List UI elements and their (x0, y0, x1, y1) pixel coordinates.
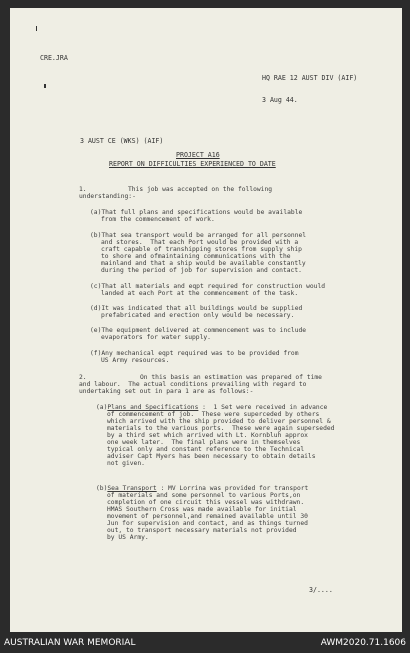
clause-d-line: prefabricated and erection only would be necessary. (101, 312, 295, 319)
section-b-line: of materials and some personnel to various Ports,on (107, 492, 301, 499)
clause-a-line: (a)That full plans and specifications would be available (90, 209, 303, 216)
section-a-line: which arrived with the ship provided to deliver personnel & (107, 418, 331, 425)
report-title: REPORT ON DIFFICULTIES EXPERIENCED TO DATE (109, 160, 276, 168)
recipient-unit: 3 AUST CE (WKS) (AIF) (80, 137, 164, 145)
para-text: On this basis an estimation was prepared of time (140, 374, 322, 381)
clause-f-line: US Army resources. (101, 357, 170, 364)
section-b-label: (b) (96, 485, 108, 492)
section-a-line: not given. (107, 460, 145, 467)
file-reference: CRE.JRA (40, 54, 68, 62)
pen-mark (36, 26, 37, 31)
section-b-line: out, to transport necessary materials not provided (107, 527, 297, 534)
section-a-line: by a third set which arrived with Lt. Kornbluh approx (107, 432, 308, 439)
letter-date: 3 Aug 44. (262, 96, 298, 104)
clause-e-line: evaporators for water supply. (101, 334, 211, 341)
section-b-line: movement of personnel,and remained available until 30 (107, 513, 308, 520)
clause-c-line: (c)That all materials and eqpt required for construction would (90, 283, 326, 290)
clause-b-line: and stores. That each Port would be provided with a (101, 239, 299, 246)
section-a-line: typical only and constant reference to the Technical (107, 446, 305, 453)
clause-c-line: landed at each Port at the commencement of the task. (101, 290, 299, 297)
clause-f-line: (f)Any mechanical eqpt required was to be provided from (90, 350, 299, 357)
clause-b-line: mainland and that a ship would be available constantly (101, 260, 306, 267)
section-a-line: of commencement of job. These were superceded by others (107, 411, 320, 418)
section-a-line: one week later. The final plans were in themselves (107, 439, 301, 446)
clause-a-line: from the commencement of work. (101, 216, 215, 223)
section-a-line: materials to the various ports. These were again superseded (107, 425, 335, 432)
clause-b-line: (b)That sea transport would be arranged for all personnel (90, 232, 307, 239)
clause-b-line: craft capable of transhipping stores from supply ship (101, 246, 302, 253)
section-a-heading: Plans and Specifications (107, 404, 199, 411)
para-number: 2. (79, 374, 87, 381)
section-b-text: : MV Lorrina was provided for transport (156, 485, 309, 492)
section-b-heading: Sea Transport (107, 485, 157, 492)
footer-accession-number: AWM2020.71.1606 (320, 638, 406, 648)
page-continuation: 3/.... (309, 586, 333, 594)
clause-b-line: to shore and ofmaintaining communications with the (101, 253, 291, 260)
project-title: PROJECT A16 (176, 151, 220, 159)
section-b-line: HMAS Southern Cross was made available for initial (107, 506, 297, 513)
footer-institution: AUSTRALIAN WAR MEMORIAL (4, 638, 136, 648)
hq-address: HQ RAE 12 AUST DIV (AIF) (262, 74, 358, 82)
para-text: undertaking set out in para 1 are as follows:- (79, 388, 254, 395)
document-page (10, 8, 402, 632)
para-number: 1. (79, 186, 87, 193)
section-b-line: by US Army. (107, 534, 149, 541)
clause-b-line: during the period of job for supervision and contact. (101, 267, 302, 274)
clause-e-line: (e)The equipment delivered at commencement was to include (90, 327, 307, 334)
section-b-line: completion of one circuit this vessel was withdrawn. (107, 499, 305, 506)
section-b-line: Jun for supervision and contact, and as things turned (107, 520, 308, 527)
clause-d-line: (d)It was indicated that all buildings would be supplied (90, 305, 303, 312)
para-text: This job was accepted on the following (128, 186, 273, 193)
archive-footer (0, 632, 410, 653)
pen-mark (44, 84, 46, 88)
para-text: and labour. The actual conditions prevailing with regard to (79, 381, 307, 388)
section-a-label: (a) (96, 404, 108, 411)
section-a-line: adviser Capt Myers has been necessary to obtain details (107, 453, 316, 460)
section-a-text: : 1 Set were received in advance (198, 404, 328, 411)
para-text: understanding:- (79, 193, 136, 200)
